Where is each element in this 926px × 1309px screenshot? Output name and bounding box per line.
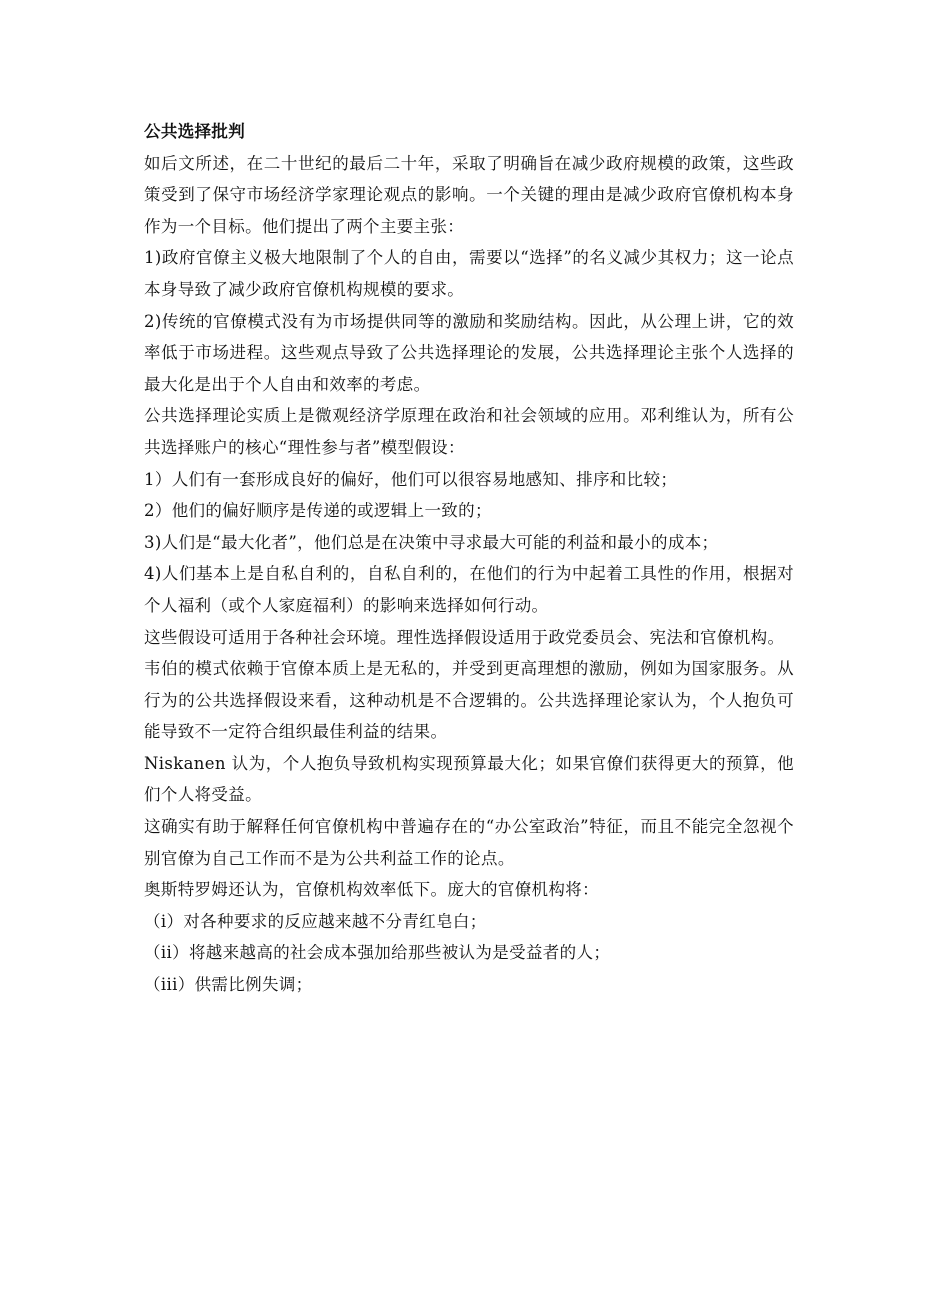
paragraph-ostrom: 奥斯特罗姆还认为，官僚机构效率低下。庞大的官僚机构将：	[144, 880, 599, 900]
paragraph-claim-2: 2)传统的官僚模式没有为市场提供同等的激励和奖励结构。因此，从公理上讲，它的效率低于市场进程。这些观点导致了公共选择理论的发展，公共选择理论主张个人选择的最大化是出于个人自由和效率的考虑。	[144, 311, 794, 394]
paragraph-claim-1: 1)政府官僚主义极大地限制了个人的自由，需要以“选择”的名义减少其权力；这一论点本身导致了减少政府官僚机构规模的要求。	[144, 248, 794, 299]
paragraph-assumption-1: 1）人们有一套形成良好的偏好，他们可以很容易地感知、排序和比较；	[144, 469, 678, 489]
paragraph-assumption-2: 2）他们的偏好顺序是传递的或逻辑上一致的；	[144, 501, 492, 521]
document-body	[144, 116, 794, 1001]
section-title: 公共选择批判	[144, 122, 246, 141]
paragraph-ostrom-point-iii: （iii）供需比例失调；	[144, 975, 313, 995]
paragraph-assumption-4: 4)人们基本上是自私自利的，自私自利的，在他们的行为中起着工具性的作用，根据对个人福利（或个人家庭福利）的影响来选择如何行动。	[144, 564, 794, 615]
paragraph-weber-model: 韦伯的模式依赖于官僚本质上是无私的，并受到更高理想的激励，例如为国家服务。从行为的公共选择假设来看，这种动机是不合逻辑的。公共选择理论家认为，个人抱负可能导致不一定符合组织最佳利益的结果。	[144, 659, 794, 742]
paragraph-intro: 如后文所述，在二十世纪的最后二十年，采取了明确旨在减少政府规模的政策，这些政策受到了保守市场经济学家理论观点的影响。一个关键的理由是减少政府官僚机构本身作为一个目标。他们提出了两个主要主张：	[144, 153, 794, 236]
paragraph-public-choice-definition: 公共选择理论实质上是微观经济学原理在政治和社会领域的应用。邓利维认为，所有公共选择账户的核心“理性参与者”模型假设：	[144, 406, 794, 457]
paragraph-assumption-3: 3)人们是“最大化者”，他们总是在决策中寻求最大可能的利益和最小的成本；	[144, 532, 719, 552]
paragraph-niskanen: Niskanen 认为，个人抱负导致机构实现预算最大化；如果官僚们获得更大的预算，他们个人将受益。	[144, 753, 794, 805]
paragraph-ostrom-point-i: （i）对各种要求的反应越来越不分青红皂白；	[144, 911, 487, 931]
paragraph-assumptions-scope: 这些假设可适用于各种社会环境。理性选择假设适用于政党委员会、宪法和官僚机构。	[144, 627, 785, 647]
paragraph-office-politics: 这确实有助于解释任何官僚机构中普遍存在的“办公室政治”特征，而且不能完全忽视个别官僚为自己工作而不是为公共利益工作的论点。	[144, 817, 794, 868]
paragraph-ostrom-point-ii: （ii）将越来越高的社会成本强加给那些被认为是受益者的人；	[144, 943, 611, 963]
